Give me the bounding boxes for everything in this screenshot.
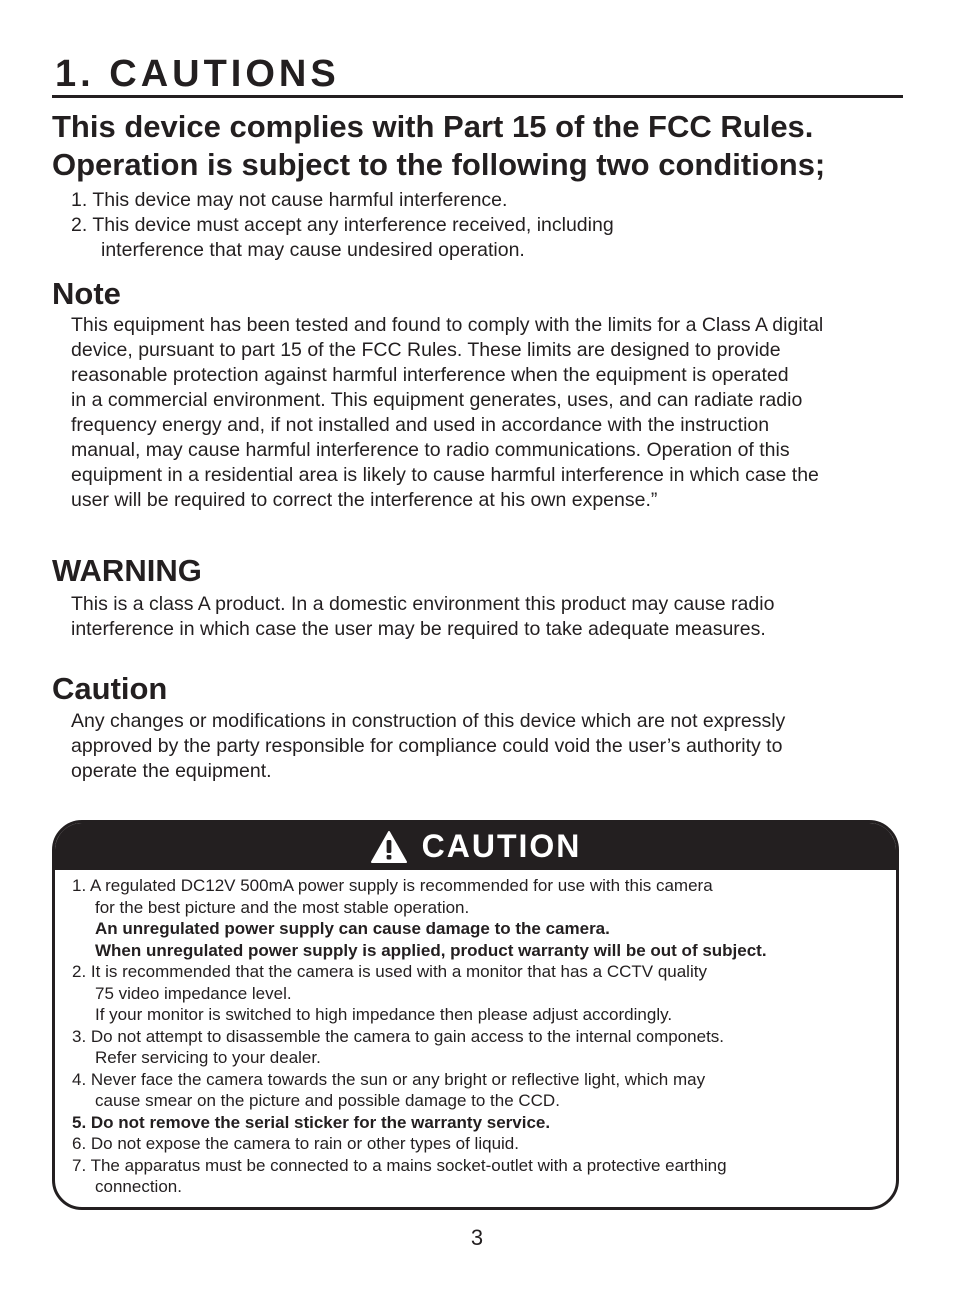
warning-triangle-icon	[370, 830, 408, 864]
caution-body	[71, 709, 785, 784]
fcc-heading-line: Operation is subject to the following two conditions;	[52, 147, 826, 182]
caution-line: Any changes or modifications in construction of this device which are not expressly	[71, 710, 786, 732]
caution-heading: Caution	[52, 671, 168, 706]
caution-item-cont: for the best picture and the most stable operation.	[95, 897, 470, 917]
caution-item: 7. The apparatus must be connected to a mains socket-outlet with a protective earthing	[72, 1155, 727, 1175]
page-title: 1. CAUTIONS	[55, 53, 340, 95]
fcc-heading-line: This device complies with Part 15 of the FCC Rules.	[52, 109, 814, 144]
warning-body	[71, 592, 774, 642]
title-rule	[52, 95, 903, 98]
caution-item-bold: 5. Do not remove the serial sticker for the warranty service.	[72, 1112, 551, 1132]
caution-item: 3. Do not attempt to disassemble the camera to gain access to the internal componets.	[72, 1026, 725, 1046]
caution-item: 6. Do not expose the camera to rain or other types of liquid.	[72, 1134, 519, 1153]
note-line: in a commercial environment. This equipment generates, uses, and can radiate radio	[71, 389, 803, 411]
caution-line: operate the equipment.	[71, 760, 272, 782]
fcc-condition-item-cont: interference that may cause undesired operation.	[101, 239, 525, 261]
fcc-conditions-list	[71, 188, 614, 263]
note-body	[71, 313, 823, 513]
page-number: 3	[470, 1225, 484, 1250]
note-line: user will be required to correct the interference at his own expense.”	[71, 489, 658, 511]
fcc-condition-item: 2. This device must accept any interference received, including	[71, 214, 614, 236]
caution-item-cont: connection.	[95, 1177, 182, 1196]
caution-box-list	[72, 875, 767, 1198]
note-line: This equipment has been tested and found to comply with the limits for a Class A digital	[71, 314, 824, 336]
caution-item-emphasis: An unregulated power supply can cause damage to the camera.	[95, 919, 610, 938]
warning-line: This is a class A product. In a domestic environment this product may cause radio	[71, 593, 775, 615]
note-line: frequency energy and, if not installed and used in accordance with the instruction	[71, 414, 770, 436]
caution-item: 4. Never face the camera towards the sun or any bright or reflective light, which may	[72, 1069, 706, 1089]
note-line: manual, may cause harmful interference to radio communications. Operation of this	[71, 439, 790, 461]
fcc-heading	[52, 108, 825, 184]
caution-box-header	[55, 823, 896, 870]
warning-line: interference in which case the user may be required to take adequate measures.	[71, 618, 766, 640]
caution-line: approved by the party responsible for compliance could void the user’s authority to	[71, 735, 783, 757]
caution-item-cont: If your monitor is switched to high impedance then please adjust accordingly.	[95, 1005, 673, 1024]
caution-item: 1. A regulated DC12V 500mA power supply is recommended for use with this camera	[72, 876, 713, 895]
caution-item-cont: cause smear on the picture and possible damage to the CCD.	[95, 1091, 560, 1110]
warning-heading: WARNING	[52, 553, 202, 588]
caution-item-cont: Refer servicing to your dealer.	[95, 1048, 321, 1067]
note-line: device, pursuant to part 15 of the FCC Rules. These limits are designed to provide	[71, 339, 781, 361]
note-line: equipment in a residential area is likely to cause harmful interference in which case the	[71, 464, 819, 486]
note-heading: Note	[52, 276, 121, 311]
caution-item-emphasis: When unregulated power supply is applied, product warranty will be out of subject.	[95, 940, 767, 960]
caution-item: 2. It is recommended that the camera is used with a monitor that has a CCTV quality	[72, 962, 707, 981]
fcc-condition-item: 1. This device may not cause harmful interference.	[71, 189, 508, 211]
caution-item-cont: 75 video impedance level.	[95, 983, 292, 1003]
note-line: reasonable protection against harmful interference when the equipment is operated	[71, 364, 789, 386]
caution-box-title: CAUTION	[421, 828, 582, 864]
caution-box	[52, 820, 899, 1210]
